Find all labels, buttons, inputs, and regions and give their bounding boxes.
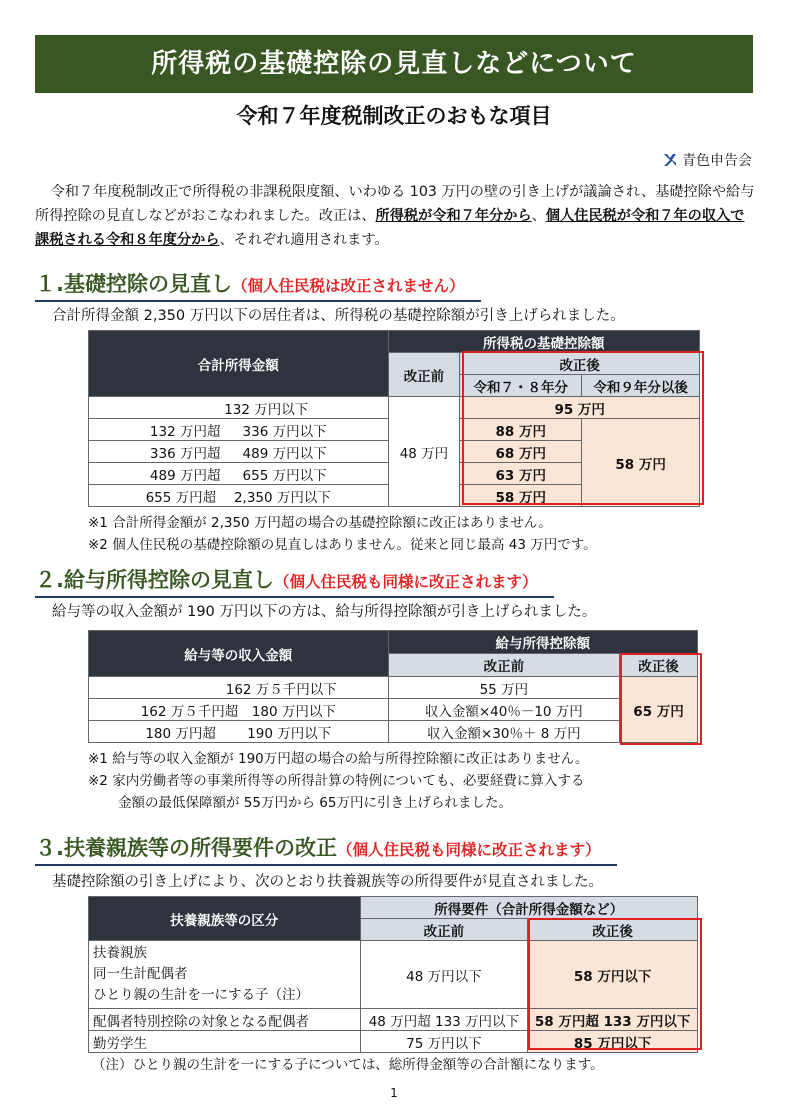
table-row: 655 万円超 2,350 万円以下: [89, 485, 389, 507]
header-group: 給与所得控除額: [388, 631, 697, 654]
kind-group: 扶養親族 同一生計配偶者 ひとり親の生計を一にする子（注）: [89, 941, 361, 1009]
before-value: 48 万円: [388, 397, 460, 507]
page-subtitle: 令和７年度税制改正のおもな項目: [236, 104, 552, 128]
after-value: 85 万円以下: [528, 1031, 698, 1053]
section-3-lead: 基礎控除額の引き上げにより、次のとおり扶養親族等の所得要件が見直されました。: [52, 874, 603, 890]
header-after: 改正後: [620, 654, 698, 677]
section-1-notes: ※1 合計所得金額が 2,350 万円超の場合の基礎控除額に改正はありません。 ※2 個人住民税の基礎控除額の見直しはありません。従来と同じ最高 43 万円です。: [88, 515, 597, 553]
header-before: 改正前: [388, 654, 620, 677]
header-r78: 令和７・８年分: [460, 375, 582, 397]
header-r9: 令和９年分以後: [582, 375, 700, 397]
organization-name: 青色申告会: [682, 153, 752, 169]
header-after: 改正後: [460, 353, 700, 375]
header-after: 改正後: [528, 919, 698, 941]
salary-deduction-table: [88, 630, 698, 743]
page-banner: 所得税の基礎控除の見直しなどについて: [35, 35, 753, 93]
after-value: 65 万円: [620, 677, 698, 743]
r9-value: 58 万円: [582, 419, 700, 507]
blue-return-logo-icon: [662, 152, 678, 168]
table-row: 162 万５千円超 180 万円以下: [89, 699, 389, 721]
before-value: 48 万円以下: [360, 941, 528, 1009]
table-row: 162 万５千円以下: [89, 677, 389, 699]
header-group: 所得税の基礎控除額: [388, 331, 700, 353]
kind-spouse: 配偶者特別控除の対象となる配偶者: [89, 1009, 361, 1031]
r78-value: 68 万円: [460, 441, 582, 463]
before-value: 48 万円超 133 万円以下: [360, 1009, 528, 1031]
section-1-heading: １.基礎控除の見直し（個人住民税は改正されません）: [35, 270, 481, 302]
after-value-row1: 95 万円: [460, 397, 700, 419]
page-number: 1: [390, 1086, 398, 1100]
header-income: 合計所得金額: [89, 331, 389, 397]
r78-value: 88 万円: [460, 419, 582, 441]
after-value: 58 万円以下: [528, 941, 698, 1009]
header-before: 改正前: [388, 353, 460, 397]
section-3-footnote: （注）ひとり親の生計を一にする子については、総所得金額等の合計額になります。: [92, 1057, 604, 1073]
table-row: 489 万円超 655 万円以下: [89, 463, 389, 485]
before-value: 55 万円: [388, 677, 620, 699]
after-value: 58 万円超 133 万円以下: [528, 1009, 698, 1031]
section-2-heading: ２.給与所得控除の見直し（個人住民税も同様に改正されます）: [35, 566, 554, 598]
header-kind: 扶養親族等の区分: [89, 897, 361, 941]
intro-paragraph: 令和７年度税制改正で所得税の非課税限度額、いわゆる 103 万円の壁の引き上げが議論され、基礎控除や給与所得控除の見直しなどがおこなわれました。改正は、所得税が令和７年分から、個人住民税が令和７年の収入で課税される令和８年度分から、それぞれ適用されます。: [35, 184, 755, 248]
before-value: 収入金額×40％－10 万円: [388, 699, 620, 721]
table-row: 180 万円超 190 万円以下: [89, 721, 389, 743]
before-value: 75 万円以下: [360, 1031, 528, 1053]
section-1-lead: 合計所得金額 2,350 万円以下の居住者は、所得税の基礎控除額が引き上げられました。: [52, 308, 625, 324]
r78-value: 58 万円: [460, 485, 582, 507]
header-group: 所得要件（合計所得金額など）: [360, 897, 697, 919]
table-row: 336 万円超 489 万円以下: [89, 441, 389, 463]
header-before: 改正前: [360, 919, 528, 941]
section-2-lead: 給与等の収入金額が 190 万円以下の方は、給与所得控除額が引き上げられました。: [52, 604, 597, 620]
section-2-notes: ※1 給与等の収入金額が 190万円超の場合の給与所得控除額に改正はありません。 ※2 家内労働者等の事業所得等の所得計算の特例についても、必要経費に算入する 金額の最低保障額が 55万円から 65万円に引き上げられました。: [88, 751, 589, 811]
table-row: 132 万円以下: [89, 397, 389, 419]
r78-value: 63 万円: [460, 463, 582, 485]
kind-student: 勤労学生: [89, 1031, 361, 1053]
header-income: 給与等の収入金額: [89, 631, 389, 677]
before-value: 収入金額×30％＋ 8 万円: [388, 721, 620, 743]
dependent-requirements-table: [88, 896, 698, 1053]
organization: [662, 150, 752, 170]
section-3-heading: ３.扶養親族等の所得要件の改正（個人住民税も同様に改正されます）: [35, 834, 617, 866]
basic-deduction-table: [88, 330, 700, 507]
table-row: 132 万円超 336 万円以下: [89, 419, 389, 441]
